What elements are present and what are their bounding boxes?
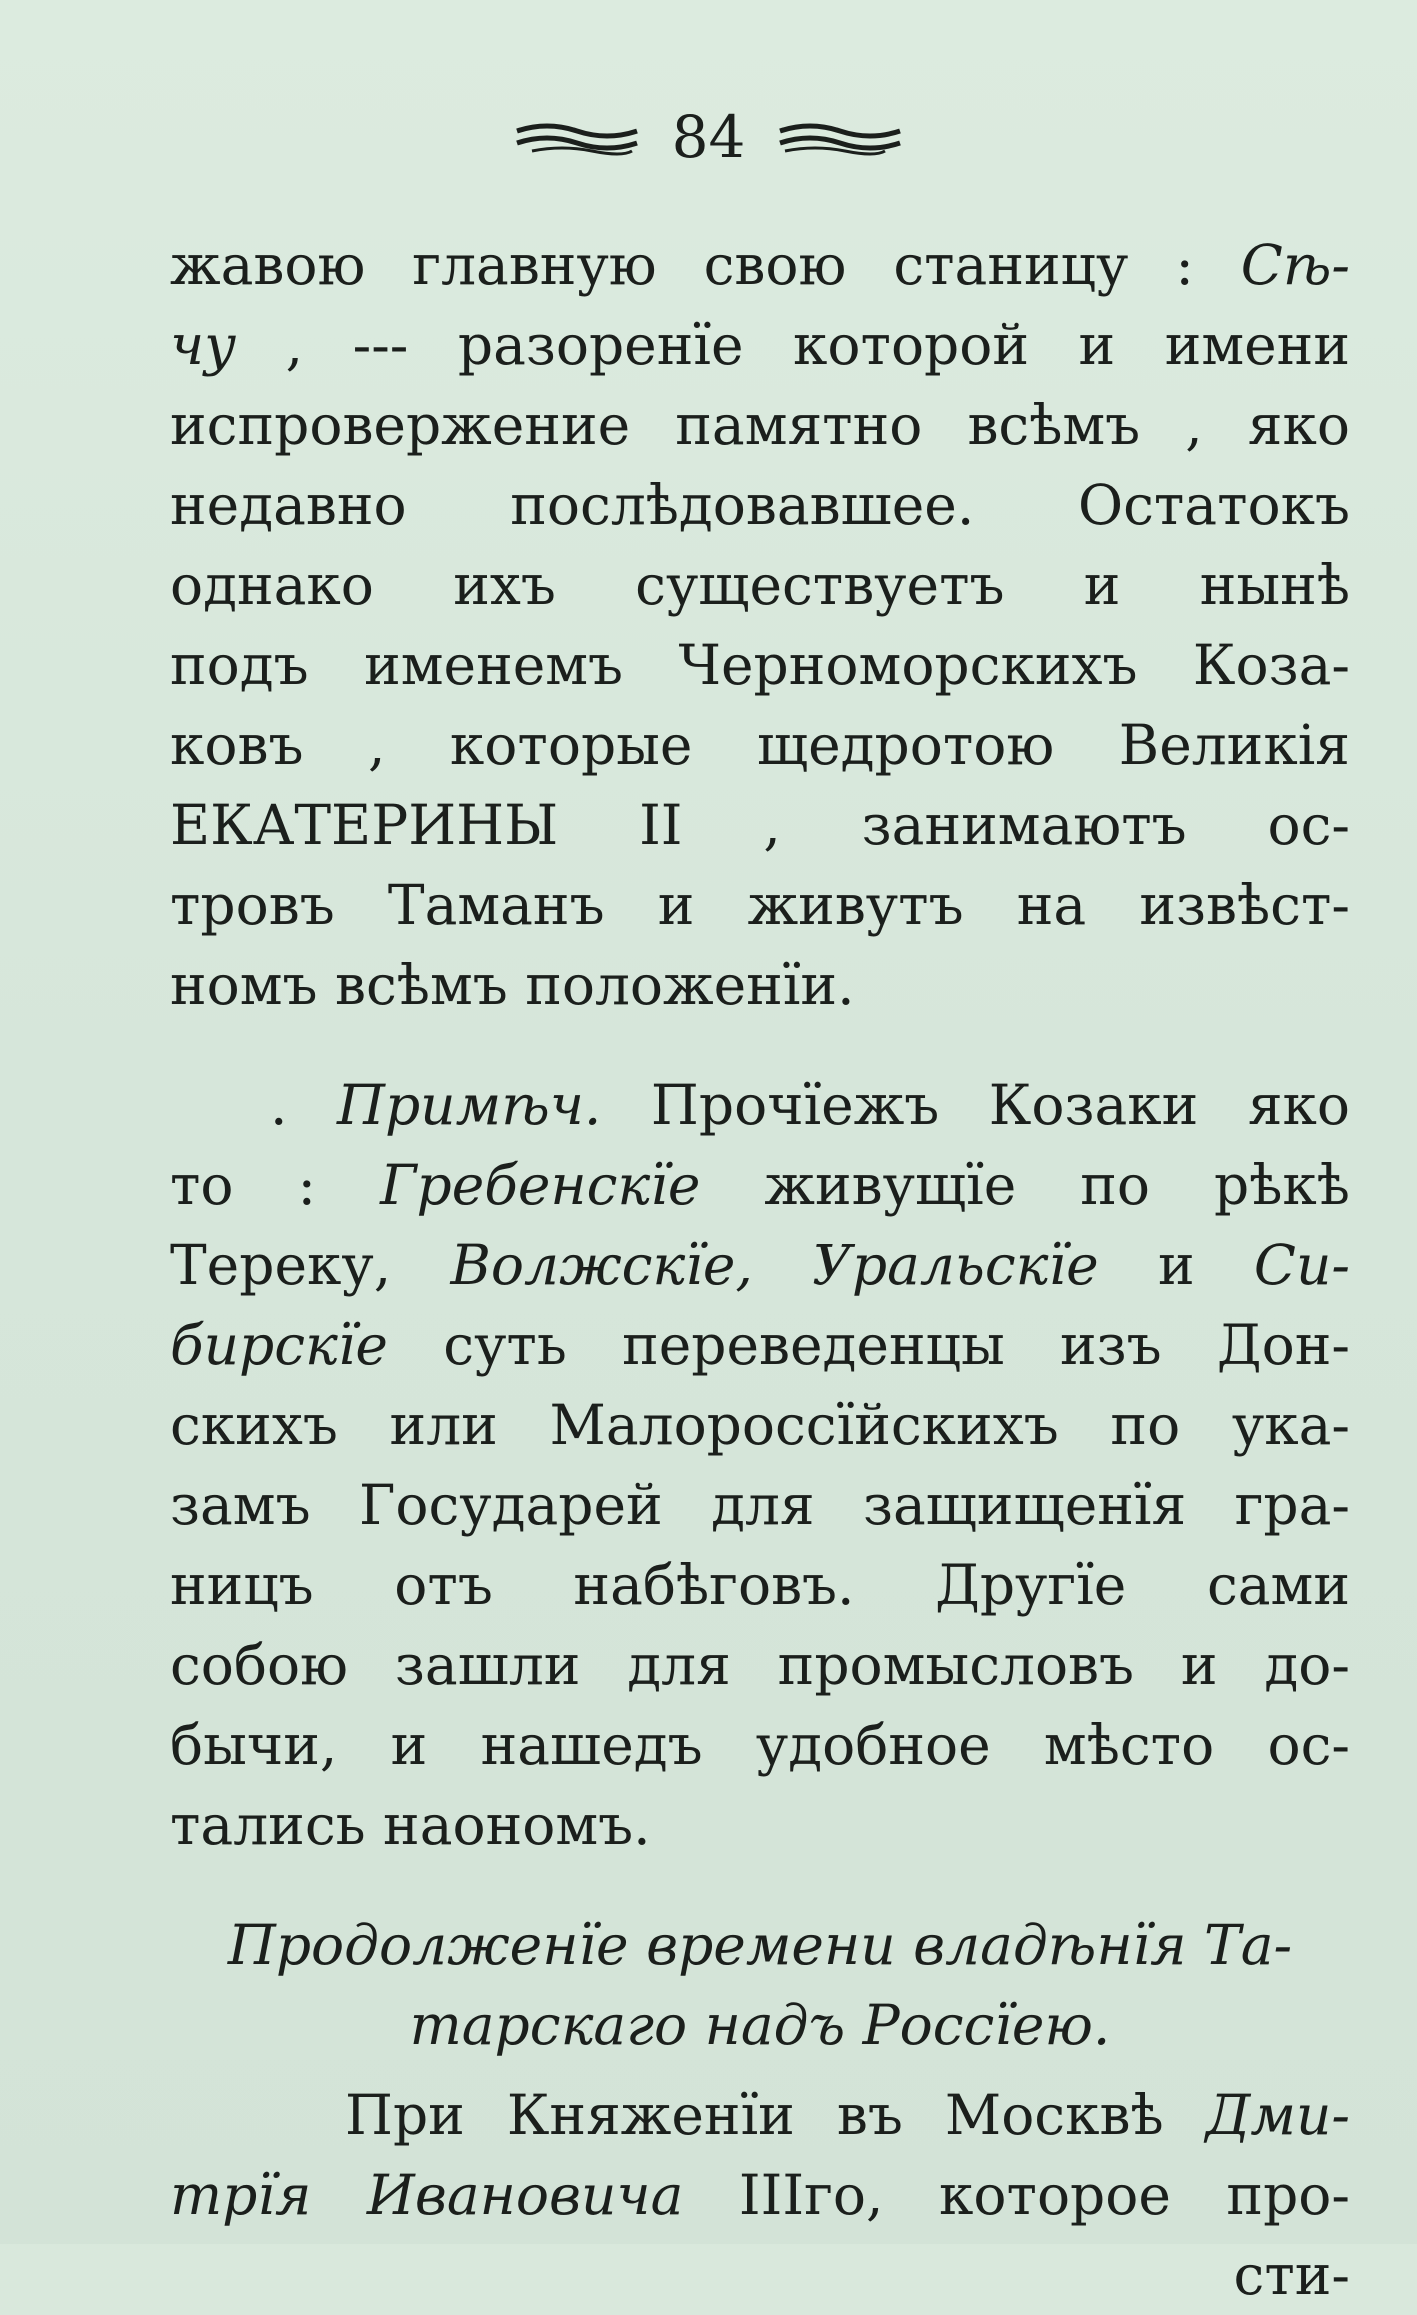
- text-line: [170, 1705, 1350, 1785]
- italic-text-run: Гребенскїе: [380, 1153, 701, 1217]
- text-line: [170, 2155, 1350, 2235]
- text-run: испровержение памятно всѣмъ , яко: [170, 393, 1350, 457]
- text-run: бычи, и нашедъ удобное мѣсто ос-: [170, 1713, 1350, 1777]
- heading-line: Продолженїе времени владѣнїя Та-: [227, 1913, 1293, 1977]
- text-run: ковъ , которые щедротою Великія: [170, 713, 1350, 777]
- text-line: [170, 1465, 1350, 1545]
- text-run: замъ Государей для защищенїя гра-: [170, 1473, 1350, 1537]
- text-run: Тереку,: [170, 1233, 451, 1297]
- text-line: [170, 1065, 1350, 1145]
- text-line: [170, 785, 1350, 865]
- text-run: сти-: [1233, 2243, 1350, 2307]
- text-run: однако ихъ существуетъ и нынѣ: [170, 553, 1350, 617]
- text-line: [170, 1385, 1350, 1465]
- italic-text-run: трїя Ивановича: [170, 2163, 684, 2227]
- text-run: номъ всѣмъ положенїи.: [170, 953, 855, 1017]
- heading-line: тарскаго надъ Россїею.: [409, 1993, 1111, 2057]
- page-header: [0, 92, 1417, 182]
- text-run: собою зашли для промысловъ и до-: [170, 1633, 1350, 1697]
- section-heading: [170, 1905, 1350, 2065]
- page-number: 84: [671, 103, 746, 171]
- paragraph-3: [170, 2075, 1350, 2315]
- text-line: [170, 305, 1350, 385]
- text-run: суть переведенцы изъ Дон-: [388, 1313, 1350, 1377]
- text-line: [170, 705, 1350, 785]
- text-run: ницъ отъ набѣговъ. Другїе сами: [170, 1553, 1350, 1617]
- italic-text-run: Примѣч.: [337, 1073, 602, 1137]
- italic-text-run: бирскїе: [170, 1313, 388, 1377]
- text-line: [170, 2075, 1350, 2155]
- text-line: [170, 945, 1350, 1025]
- paragraph-2: [170, 1065, 1350, 1865]
- text-line: [170, 1305, 1350, 1385]
- text-run: живущїе по рѣкѣ: [700, 1153, 1350, 1217]
- text-run: то :: [170, 1153, 381, 1217]
- text-run: жавою главную свою станицу :: [170, 233, 1241, 297]
- italic-text-run: Си-: [1253, 1233, 1350, 1297]
- text-line: [170, 385, 1350, 465]
- text-line: [170, 1225, 1350, 1305]
- text-run: и: [1098, 1233, 1254, 1297]
- italic-text-run: чу: [170, 313, 237, 377]
- page-text: [170, 225, 1350, 2315]
- text-run: IIIго, которое про-: [683, 2163, 1350, 2227]
- text-run: тровъ Таманъ и живутъ на извѣст-: [170, 873, 1350, 937]
- text-line: [170, 625, 1350, 705]
- text-line: [170, 865, 1350, 945]
- italic-text-run: Волжскїе, Уральскїе: [450, 1233, 1099, 1297]
- italic-text-run: Сѣ-: [1240, 233, 1350, 297]
- text-line: [170, 1785, 1350, 1865]
- text-run: , --- разоренїе которой и имени: [236, 313, 1350, 377]
- text-run: Прочїежъ Козаки яко: [601, 1073, 1350, 1137]
- text-run: подъ именемъ Черноморскихъ Коза-: [170, 633, 1350, 697]
- text-run: тались наономъ.: [170, 1793, 651, 1857]
- right-ornament-icon: [775, 117, 905, 157]
- text-run: При Княженїи въ Москвѣ: [345, 2083, 1206, 2147]
- text-run: .: [270, 1073, 337, 1137]
- paragraph-1: [170, 225, 1350, 1025]
- text-run: ЕКАТЕРИНЫ II , занимаютъ ос-: [170, 793, 1350, 857]
- text-line: [170, 225, 1350, 305]
- text-run: недавно послѣдовавшее. Остатокъ: [170, 473, 1350, 537]
- text-line: [170, 1145, 1350, 1225]
- text-line: [170, 545, 1350, 625]
- text-line: [170, 1625, 1350, 1705]
- italic-text-run: Дми-: [1205, 2083, 1350, 2147]
- text-line: [170, 1545, 1350, 1625]
- left-ornament-icon: [512, 117, 642, 157]
- text-run: скихъ или Малороссїйскихъ по ука-: [170, 1393, 1350, 1457]
- text-line: [170, 465, 1350, 545]
- text-line: [170, 2235, 1350, 2315]
